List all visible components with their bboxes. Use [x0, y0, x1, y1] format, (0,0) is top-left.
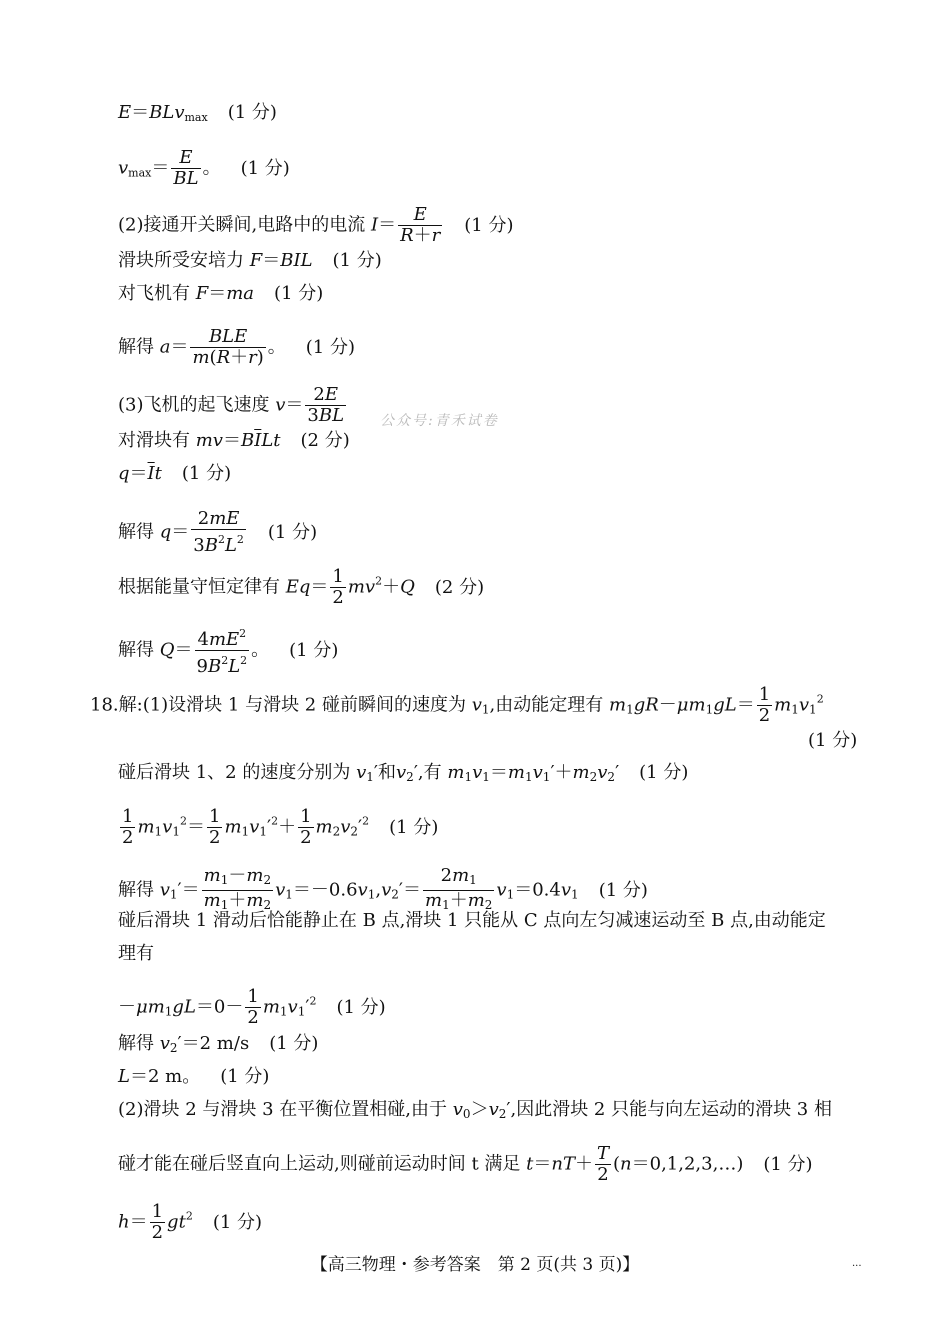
score: (1 分) [763, 1153, 813, 1175]
text-line-19: 理有 [118, 943, 154, 964]
score: (1 分) [305, 336, 355, 358]
eq-line-4: 滑块所受安培力 F＝BIL (1 分) [118, 250, 382, 271]
eq-line-23: (2)滑块 2 与滑块 3 在平衡位置相碰,由于 v0＞v2′,因此滑块 2 只能与向左运动的滑块 3 相 [118, 1099, 832, 1121]
eq-line-20: －μm1gL＝0－ $\frac{1}{2}$ $m1v1'^2$ (1 分) [118, 986, 386, 1028]
text-line-18: 碰后滑块 1 滑动后恰能静止在 B 点,滑块 1 只能从 C 点向左匀减速运动至 B 点,由动能定 [118, 910, 826, 931]
eq-line-6: 解得 a＝ $\frac{\text{BLE}}{m(R+r)}$ 。 (1 分) [118, 326, 355, 368]
score: (2 分) [434, 576, 485, 598]
score: (1 分) [464, 214, 514, 236]
eq-line-25: h＝ $\frac{1}{2}$ $gt^2$ (1 分) [118, 1201, 263, 1243]
score: (1 分) [220, 1066, 270, 1087]
score: (1 分) [181, 463, 232, 484]
score: (1 分) [389, 816, 439, 838]
score: (1 分) [274, 283, 324, 304]
eq-line-21: 解得 v2′＝2 m/s (1 分) [118, 1033, 319, 1055]
score: (1 分) [332, 250, 382, 271]
score: (1 分) [269, 1033, 319, 1054]
eq-line-16: $\frac{1}{2}$ $m1v1^2=$ $\frac{1}{2}$ $m1v1'^2+$ $\frac{1}{2}$ $m2v2'^2$ (1 分) [122, 806, 439, 848]
score: (1 分) [639, 762, 689, 783]
score-line-14: (1 分) [808, 730, 858, 751]
watermark: 公众号:青禾试卷 [380, 413, 499, 429]
eq-line-24: 碰才能在碰后竖直向上运动,则碰前运动时间 t 满足 t＝nT＋ $\frac{T}{2}$ (n＝0,1,2,3,…) (1 分) [118, 1143, 813, 1185]
eq-line-10: 解得 q＝ $\frac{2mE}{3B^2L^2}$ (1 分) [118, 508, 318, 556]
eq-line-3: (2)接通开关瞬间,电路中的电流 I＝ $\frac{E}{R+r}$ (1 分) [118, 204, 514, 246]
score: (1 分) [212, 1211, 263, 1233]
eq-line-15: 碰后滑块 1、2 的速度分别为 v1′和v2′,有 m1v1＝m1v1′＋m2v2′ (1 分) [118, 762, 689, 784]
score: (1 分) [598, 879, 648, 901]
eq-line-11: 根据能量守恒定律有 Eq＝ $\frac{1}{2}$ $mv^2+Q$ (2 分) [118, 566, 485, 608]
eq-line-12: 解得 Q＝ $\frac{4mE^2}{9B^2L^2}$ 。 (1 分) [118, 624, 338, 677]
score: (1 分) [289, 639, 339, 661]
eq-line-2: $v_{max}=$ $\frac{E}{BL}$ 。 (1 分) [118, 147, 290, 189]
score: (1 分) [227, 102, 277, 123]
corner-mark: ... [852, 1258, 862, 1269]
eq-line-5: 对飞机有 F＝ma (1 分) [118, 283, 324, 304]
eq-line-17: 解得 v1′＝ $\frac{m1-m2}{m1+m2}$ v1＝－0.6v1,v2′＝ $\frac{2m1}{m1+m2}$ v1＝0.4v1 (1 分) [118, 865, 648, 912]
eq-line-8: 对滑块有 $mv=B\overline{I}Lt$ (2 分) [118, 430, 350, 451]
score: (1 分) [336, 996, 386, 1018]
eq-line-7: (3)飞机的起飞速度 v＝ $\frac{2E}{3BL}$ [118, 384, 345, 426]
score: (1 分) [267, 521, 318, 543]
eq-line-13: 18.解:(1)设滑块 1 与滑块 2 碰前瞬间的速度为 v1,由动能定理有 m1gR－μm1gL＝ $\frac{1}{2}$ $m1v1^2$ [90, 684, 824, 726]
page-footer: 【高三物理・参考答案 第 2 页(共 3 页)】 [310, 1255, 640, 1275]
score: (1 分) [240, 157, 290, 179]
score: (2 分) [300, 430, 350, 451]
eq-line-9: $q=\overline{I}t$ (1 分) [118, 463, 232, 484]
eq-line-22: L＝2 m。 (1 分) [118, 1066, 270, 1087]
eq-line-1: E＝BLv$_{max}$ (1 分) [118, 102, 277, 124]
